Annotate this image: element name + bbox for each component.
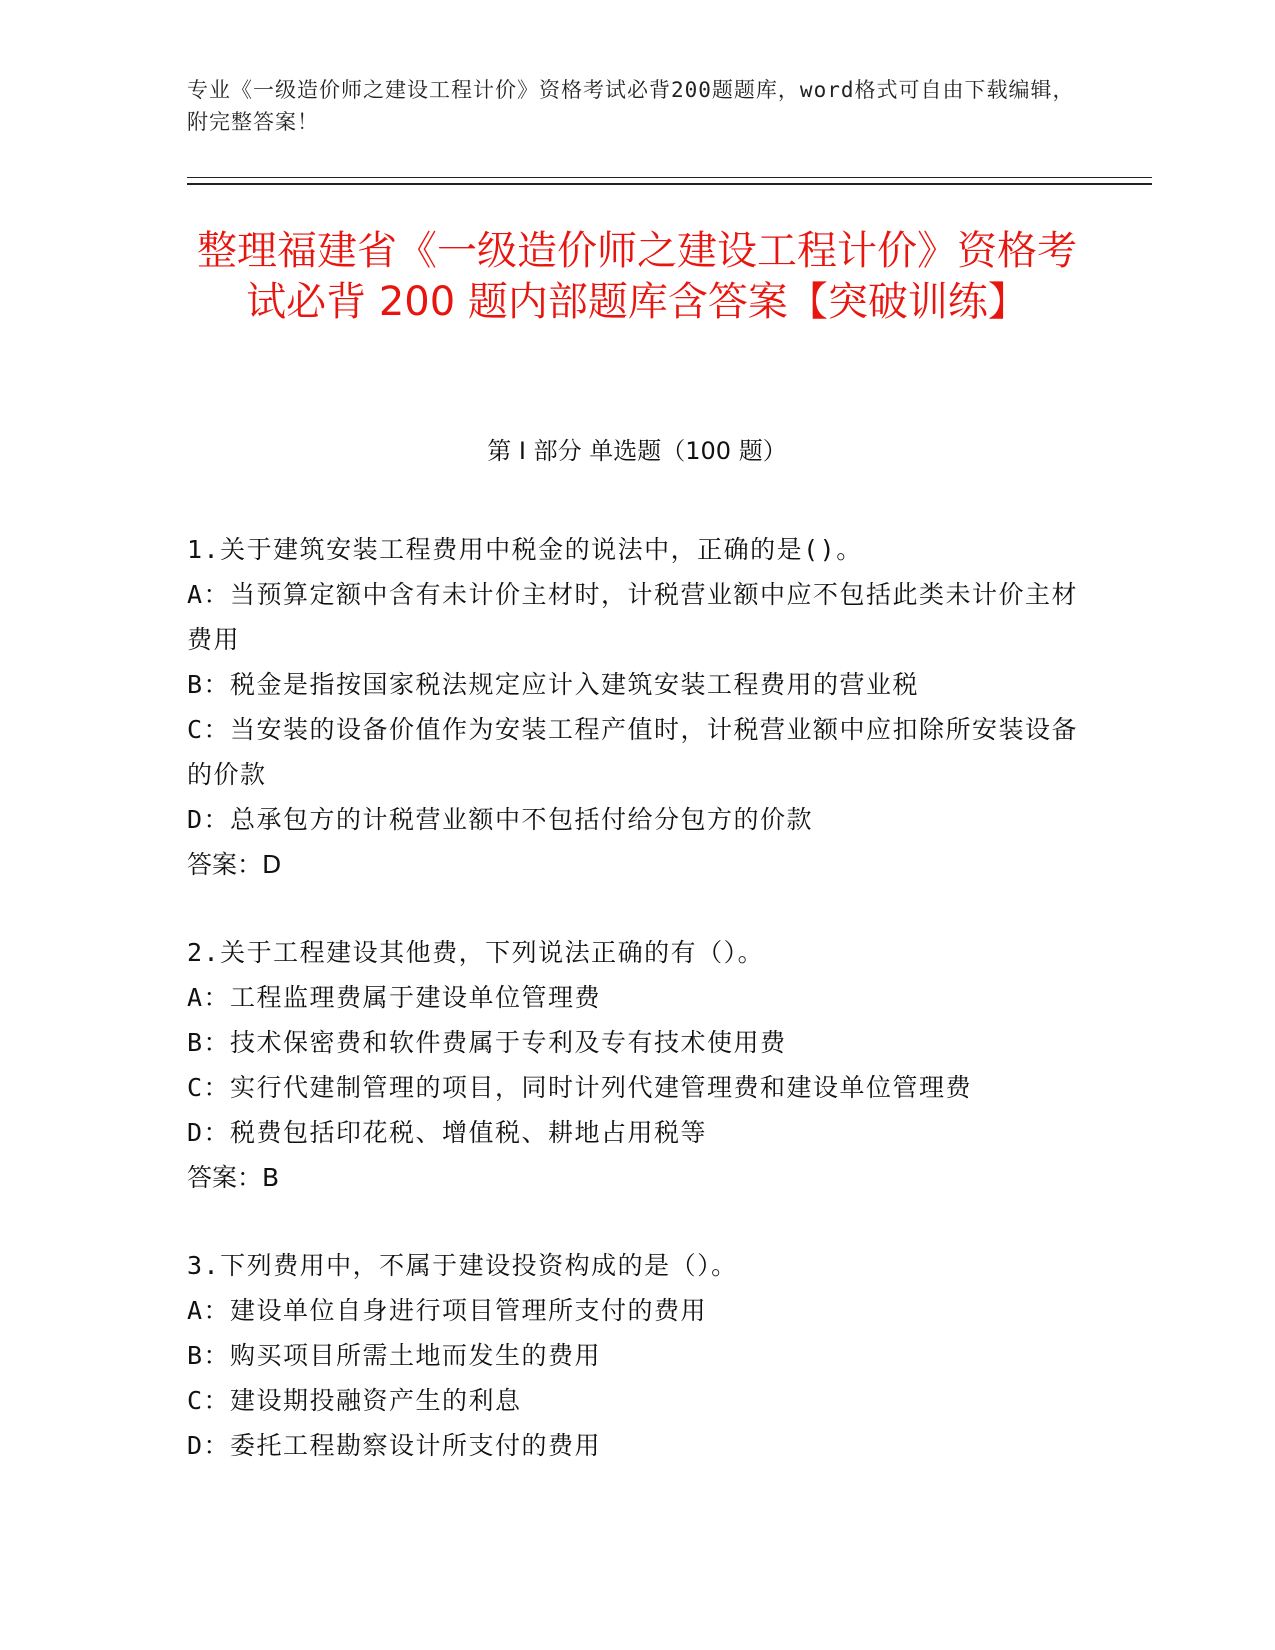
option-d: D：总承包方的计税营业额中不包括付给分包方的价款: [187, 805, 814, 834]
question-list: [187, 527, 1087, 1511]
document-title: 整理福建省《一级造价师之建设工程计价》资格考试必背 200 题内部题库含答案【突破训练】: [197, 228, 1077, 325]
header-note: 专业《一级造价师之建设工程计价》资格考试必背200题题库，word格式可自由下载编辑，附完整答案！: [187, 78, 1075, 134]
option-a: A：当预算定额中含有未计价主材时，计税营业额中应不包括此类未计价主材费用: [187, 580, 1079, 654]
question-stem: 2.关于工程建设其他费，下列说法正确的有（）。: [187, 938, 765, 967]
option-c: C：当安装的设备价值作为安装工程产值时，计税营业额中应扣除所安装设备的价款: [187, 715, 1079, 789]
section-title: 第 I 部分 单选题（100 题）: [487, 437, 787, 465]
answer: 答案：B: [187, 1163, 280, 1192]
option-b: B：税金是指按国家税法规定应计入建筑安装工程费用的营业税: [187, 670, 920, 699]
option-b: B：购买项目所需土地而发生的费用: [187, 1341, 602, 1370]
option-b: B：技术保密费和软件费属于专利及专有技术使用费: [187, 1028, 787, 1057]
option-c: C：建设期投融资产生的利息: [187, 1386, 522, 1415]
question-2: [187, 930, 1087, 1200]
question-3: [187, 1243, 1087, 1468]
question-1: [187, 527, 1087, 887]
option-a: A：工程监理费属于建设单位管理费: [187, 983, 602, 1012]
header-divider-thick: [187, 183, 1152, 185]
header-divider-thin: [187, 177, 1152, 178]
option-a: A：建设单位自身进行项目管理所支付的费用: [187, 1296, 708, 1325]
answer: 答案：D: [187, 850, 282, 879]
option-d: D：税费包括印花税、增值税、耕地占用税等: [187, 1118, 708, 1147]
option-d: D：委托工程勘察设计所支付的费用: [187, 1431, 602, 1460]
question-stem: 1.关于建筑安装工程费用中税金的说法中，正确的是()。: [187, 535, 863, 564]
option-c: C：实行代建制管理的项目，同时计列代建管理费和建设单位管理费: [187, 1073, 973, 1102]
question-stem: 3.下列费用中，不属于建设投资构成的是（）。: [187, 1251, 738, 1280]
